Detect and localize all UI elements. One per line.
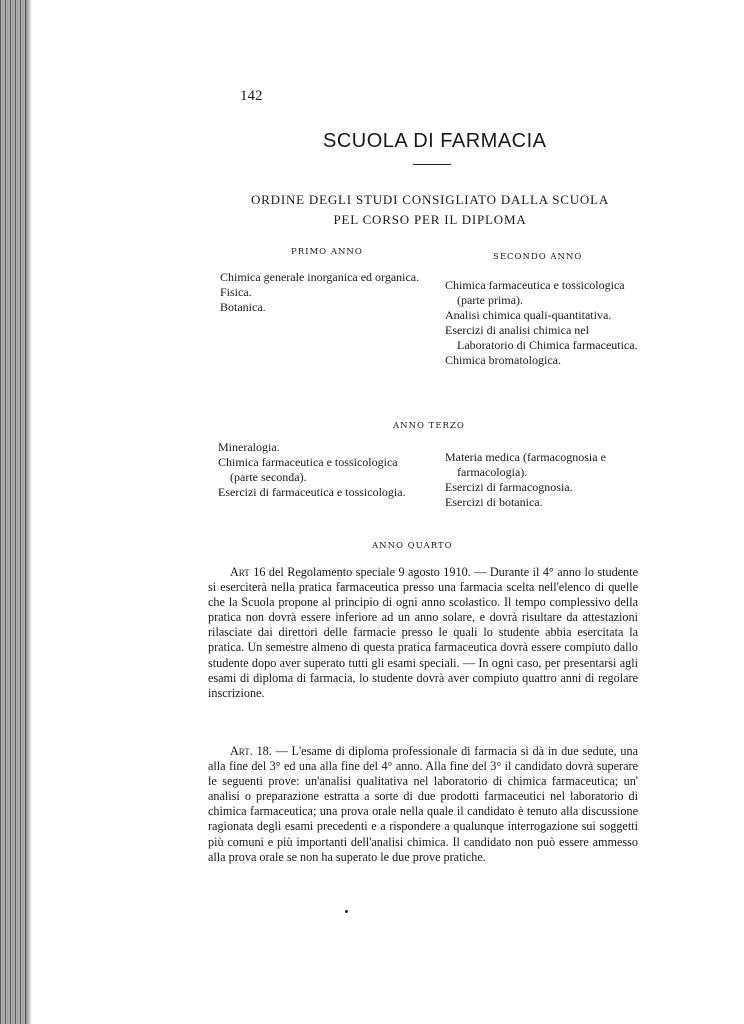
list-item: Esercizi di analisi chimica nel Laboratorio di Chimica farmaceutica. xyxy=(445,323,638,352)
list-item: Fisica. xyxy=(220,285,252,299)
list-item: Esercizi di farmacognosia. xyxy=(445,480,573,494)
subtitle xyxy=(230,190,630,230)
book-page xyxy=(40,0,720,1024)
article-label: Art. xyxy=(230,744,253,758)
page-title: SCUOLA DI FARMACIA xyxy=(323,130,547,152)
list-item: Mineralogia. xyxy=(218,440,280,454)
list-primo-anno xyxy=(220,270,420,315)
page-speck xyxy=(345,910,348,913)
title-divider xyxy=(413,164,451,165)
subtitle-line-2: PEL CORSO PER IL DIPLOMA xyxy=(333,212,527,227)
list-anno-terzo-right xyxy=(445,450,642,510)
article-text: 16 del Regolamento speciale 9 agosto 1910. — Durante il 4° anno lo studente si eserciterà nella pratica farmaceutica presso una farmacia scelta nell'elenco di quelle che la Scuola propone al principio di ogni anno scolastico. Il tempo complessivo della pratica non dovrà essere inferiore ad un anno solare, e dovrà risultare da attestazioni rilasciate dai direttori delle farmacie presso le quali lo studente abbia esercitata la pratica. Un semestre almeno di questa pratica farmaceutica dovrà essere compiuto dallo studente dopo aver superato tutti gli esami speciali. — In ogni caso, per presentarsi agli esami di diploma di farmacia, lo studente dovrà aver compiuto quattro anni di regolare inscrizione. xyxy=(208,565,639,700)
list-item: Chimica farmaceutica e tossicologica (parte prima). xyxy=(445,278,625,307)
heading-secondo-anno: SECONDO ANNO xyxy=(493,252,583,262)
list-item: Chimica farmaceutica e tossicologica (parte seconda). xyxy=(218,455,398,484)
page-number: 142 xyxy=(240,88,263,104)
list-item: Analisi chimica quali-quantitativa. xyxy=(445,308,612,322)
list-secondo-anno xyxy=(445,278,642,368)
list-anno-terzo-left xyxy=(218,440,423,500)
paragraph-art-16 xyxy=(208,565,638,701)
heading-primo-anno: PRIMO ANNO xyxy=(291,247,363,257)
heading-anno-terzo: ANNO TERZO xyxy=(393,421,465,431)
binding-shadow xyxy=(26,0,32,1024)
list-item: Chimica bromatologica. xyxy=(445,353,561,367)
article-label: Art xyxy=(230,565,250,579)
paragraph-art-18 xyxy=(208,744,638,865)
list-item: Chimica generale inorganica ed organica. xyxy=(220,270,420,284)
list-item: Materia medica (farmacognosia e farmacologia). xyxy=(445,450,606,479)
list-item: Esercizi di botanica. xyxy=(445,495,543,509)
list-item: Botanica. xyxy=(220,300,266,314)
book-binding-edge xyxy=(0,0,26,1024)
heading-anno-quarto: ANNO QUARTO xyxy=(372,541,453,551)
list-item: Esercizi di farmaceutica e tossicologia. xyxy=(218,485,406,499)
subtitle-line-1: ORDINE DEGLI STUDI CONSIGLIATO DALLA SCUOLA xyxy=(250,192,610,207)
article-text: 18. — L'esame di diploma professionale di farmacia si dà in due sedute, una alla fine del 3° ed una alla fine del 4° anno. Alla fine del 3° il candidato dovrà superare le seguenti prove: un'analisi qualitativa nel laboratorio di chimica farmaceutica; un' analisi o preparazione estratta a sorte di due prodotti farmaceutici nel laboratorio di chimica farmaceutica; una prova orale nella quale il candidato è tenuto alla discussione ragionata degli esami precedenti e a rispondere a qualunque interrogazione sui soggetti più comuni e più importanti dell'analisi chimica. Il candidato non può essere ammesso alla prova orale se non ha superato le due prove pratiche. xyxy=(208,744,638,864)
